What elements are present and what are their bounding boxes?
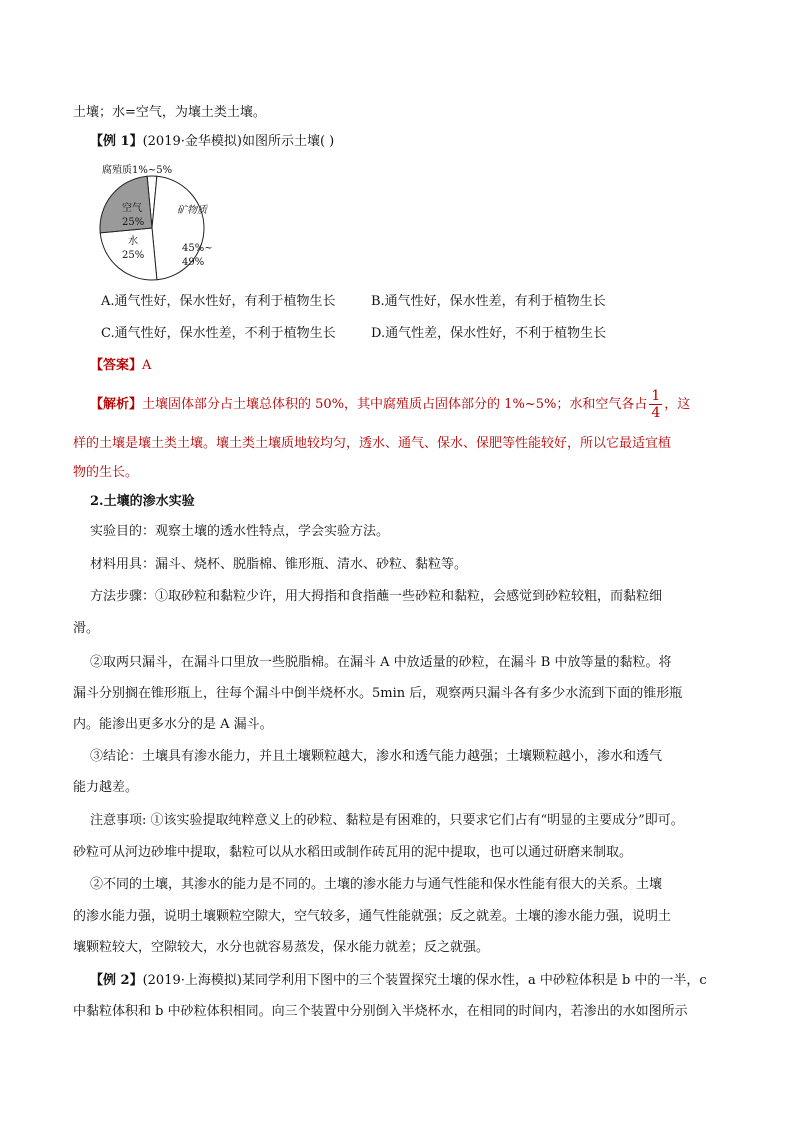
analysis-text-1: 土壤固体部分占土壤总体积的 50%，其中腐殖质占固体部分的 1%~5%；水和空气各占 [142,397,648,412]
step-1-line-b: 滑。 [73,621,100,636]
example-1-stem: 如图所示土壤( ) [241,134,335,149]
note-2-line-a: ②不同的土壤，其渗水的能力是不同的。土壤的渗水能力与通气性能和保水性能有很大的关系。土壤 [90,877,663,892]
analysis-line-2: 样的土壤是壤土类土壤。壤土类土壤质地较均匀，透水、通气、保水、保肥等性能较好，所以它最适宜植 [73,436,672,451]
analysis-line-3: 物的生长。 [73,465,139,480]
note-1-line-a: 注意事项: ①该实验提取纯粹意义上的砂粒、黏粒是有困难的，只要求它们占有“明显的主要成分”即可。 [90,813,684,828]
pie-value-mineral-1: 45%~ [182,243,213,254]
option-c: C.通气性好，保水性差，不利于植物生长 [101,326,336,341]
fraction-denominator: 4 [651,405,661,421]
pie-value-air: 25% [122,217,145,228]
step-3-line-a: ③结论：土壤具有渗水能力，并且土壤颗粒越大，渗水和透气能力越强；土壤颗粒越小，渗水和透气 [90,749,663,764]
answer-value: A [142,358,152,373]
pie-label-mineral: 矿物质 [177,205,207,216]
analysis-label: 【解析】 [90,397,143,412]
example-1-question [90,134,334,150]
example-2-line-2: 中黏粒体积和 b 中砂粒体积相同。向三个装置中分别倒入半烧杯水，在相同的时间内，若渗出的水如图所示 [73,1004,688,1019]
answer-line [90,358,151,374]
pie-label-water: 水 [128,236,138,247]
example-2-line-1 [90,973,707,989]
note-1-line-b: 砂粒可从河边砂堆中提取，黏粒可以从水稻田或制作砖瓦用的泥中提取，也可以通过研磨来制取。 [73,845,633,860]
section-2-title: 2.土壤的渗水实验 [90,494,195,509]
note-2-line-b: 的渗水能力强，说明土壤颗粒空隙大，空气较多，通气性能就强；反之就差。土壤的渗水能力强，说明土 [73,909,672,924]
experiment-materials: 材料用具：漏斗、烧杯、脱脂棉、锥形瓶、清水、砂粒、黏粒等。 [90,557,468,572]
example-2-label: 【例 2】 [90,973,143,988]
analysis-text-1b: ，这 [664,397,691,412]
fraction-one-quarter [649,388,662,421]
experiment-purpose: 实验目的：观察土壤的透水性特点，学会实验方法。 [90,524,390,539]
answer-label: 【答案】 [90,358,143,373]
analysis-line-1 [90,388,690,422]
fraction-numerator: 1 [651,388,661,404]
pie-value-mineral-2: 49% [182,257,205,268]
step-2-line-c: 内。能渗出更多水分的是 A 漏斗。 [73,717,273,732]
pie-value-water: 25% [122,250,145,261]
option-a: A.通气性好，保水性好，有利于植物生长 [101,294,336,309]
option-b: B.通气性好，保水性差，有利于植物生长 [371,294,606,309]
pie-label-air: 空气 [122,203,142,214]
example-1-source: (2019·金华模拟) [142,134,242,149]
intro-text: 土壤；水=空气，为壤土类土壤。 [73,105,266,120]
step-1-line-a: 方法步骤：①取砂粒和黏粒少许，用大拇指和食指蘸一些砂粒和黏粒，会感觉到砂粒较粗，而黏粒细 [90,589,663,604]
example-2-text-1: (2019·上海模拟)某同学利用下图中的三个装置探究土壤的保水性，a 中砂粒体积是 b 中的一半，c [142,973,707,988]
pie-label-humus: 腐殖质1%~5% [102,165,173,176]
example-1-label: 【例 1】 [90,134,143,149]
option-d: D.通气性差，保水性好，不利于植物生长 [371,326,607,341]
note-2-line-c: 壤颗粒较大，空隙较大，水分也就容易蒸发，保水能力就差；反之就强。 [73,940,490,955]
step-2-line-b: 漏斗分别搁在锥形瓶上，往每个漏斗中倒半烧杯水。5min 后，观察两只漏斗各有多少水流到下面的锥形瓶 [73,686,683,701]
step-2-line-a: ②取两只漏斗，在漏斗口里放一些脱脂棉。在漏斗 A 中放适量的砂粒，在漏斗 B 中放等量的黏粒。将 [90,655,672,670]
soil-composition-pie-chart [94,158,274,282]
step-3-line-b: 能力越差。 [73,780,139,795]
